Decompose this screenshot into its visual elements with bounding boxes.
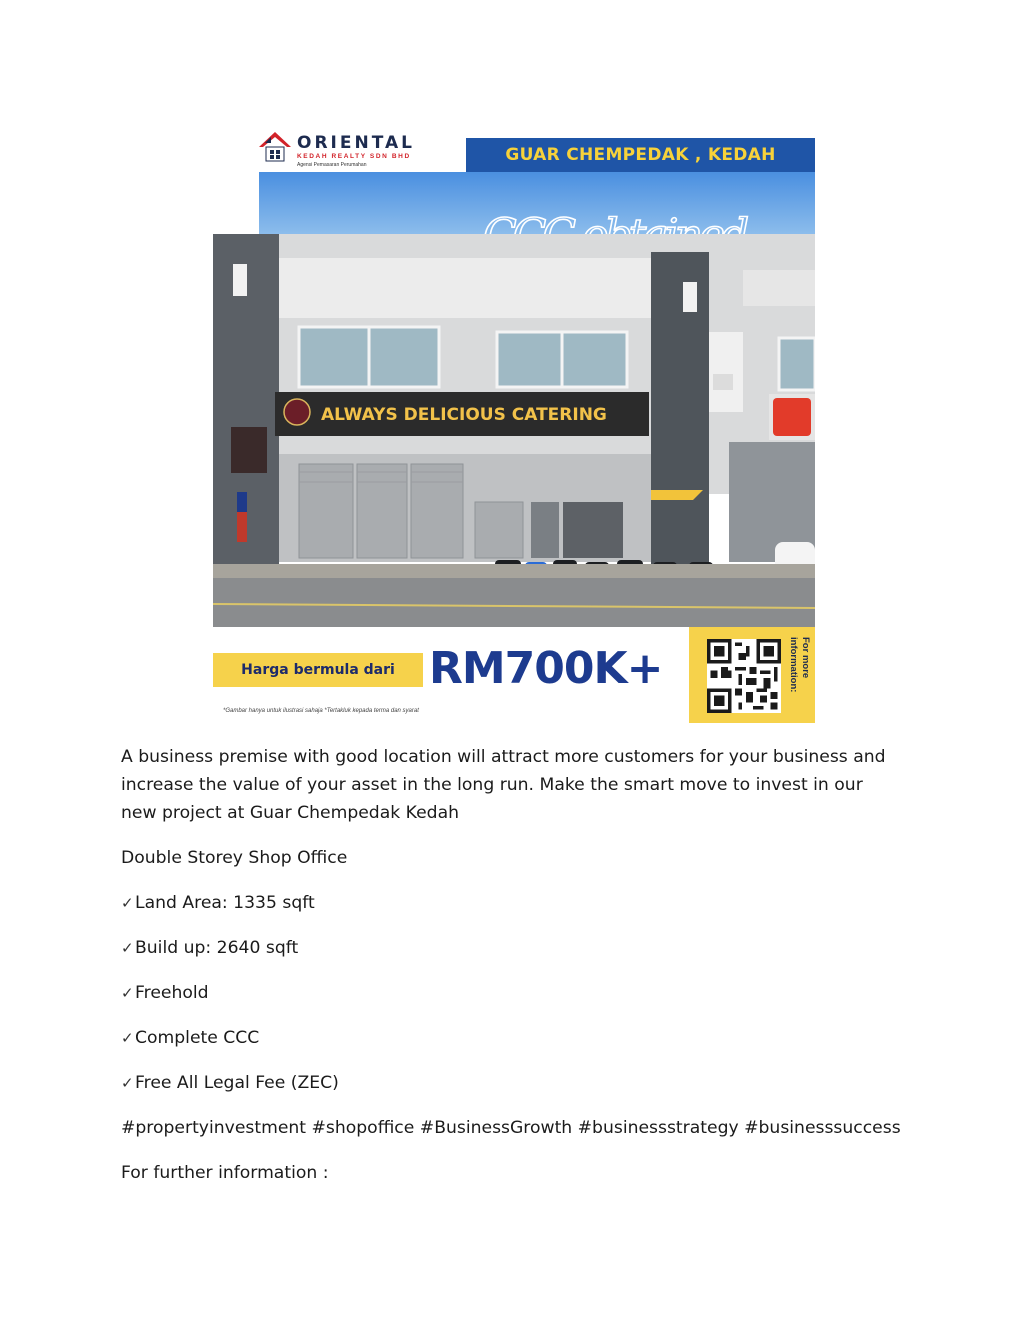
price-value: RM700K+ <box>429 643 663 694</box>
promo-poster <box>213 121 815 723</box>
check-icon: ✓ <box>121 939 134 957</box>
brand-subtitle: KEDAH REALTY SDN BHD <box>297 153 411 160</box>
call-to-action: For further information : <box>121 1163 329 1183</box>
house-logo-icon <box>257 129 293 163</box>
brand-name: ORIENTAL <box>297 133 415 153</box>
check-icon: ✓ <box>121 984 134 1002</box>
shop-signboard-text: ALWAYS DELICIOUS CATERING <box>321 405 607 425</box>
brand-tagline: Agensi Pemasaran Perumahan <box>297 162 367 168</box>
qr-panel <box>689 627 815 723</box>
disclaimer: *Gambar hanya untuk ilustrasi sahaja *Tertakluk kepada terma dan syarat <box>223 708 419 714</box>
feature-item <box>121 1069 901 1097</box>
feature-item <box>121 1024 901 1052</box>
feature-text: Land Area: 1335 sqft <box>135 893 315 913</box>
feature-item <box>121 934 901 962</box>
intro-paragraph: A business premise with good location will attract more customers for your business and increase the value of your asset in the long run. Make the smart move to invest in our new project at Guar Chempedak Kedah <box>121 747 886 823</box>
shop-office-photo <box>213 172 815 627</box>
feature-text: Build up: 2640 sqft <box>135 938 299 958</box>
qr-caption: For more information: <box>788 637 811 693</box>
price-label: Harga bermula dari <box>213 653 423 687</box>
check-icon: ✓ <box>121 1074 134 1092</box>
location-banner: GUAR CHEMPEDAK , KEDAH <box>466 138 815 172</box>
feature-item <box>121 979 901 1007</box>
feature-text: Freehold <box>135 983 209 1003</box>
brand-logo <box>257 129 437 171</box>
feature-text: Free All Legal Fee (ZEC) <box>135 1073 339 1093</box>
check-icon: ✓ <box>121 894 134 912</box>
hashtags: #propertyinvestment #shopoffice #BusinessGrowth #businessstrategy #businesssuccess <box>121 1118 901 1138</box>
article-body <box>121 743 901 1187</box>
feature-text: Complete CCC <box>135 1028 260 1048</box>
feature-item <box>121 889 901 917</box>
property-type: Double Storey Shop Office <box>121 848 348 868</box>
qr-code-icon <box>707 639 781 713</box>
check-icon: ✓ <box>121 1029 134 1047</box>
